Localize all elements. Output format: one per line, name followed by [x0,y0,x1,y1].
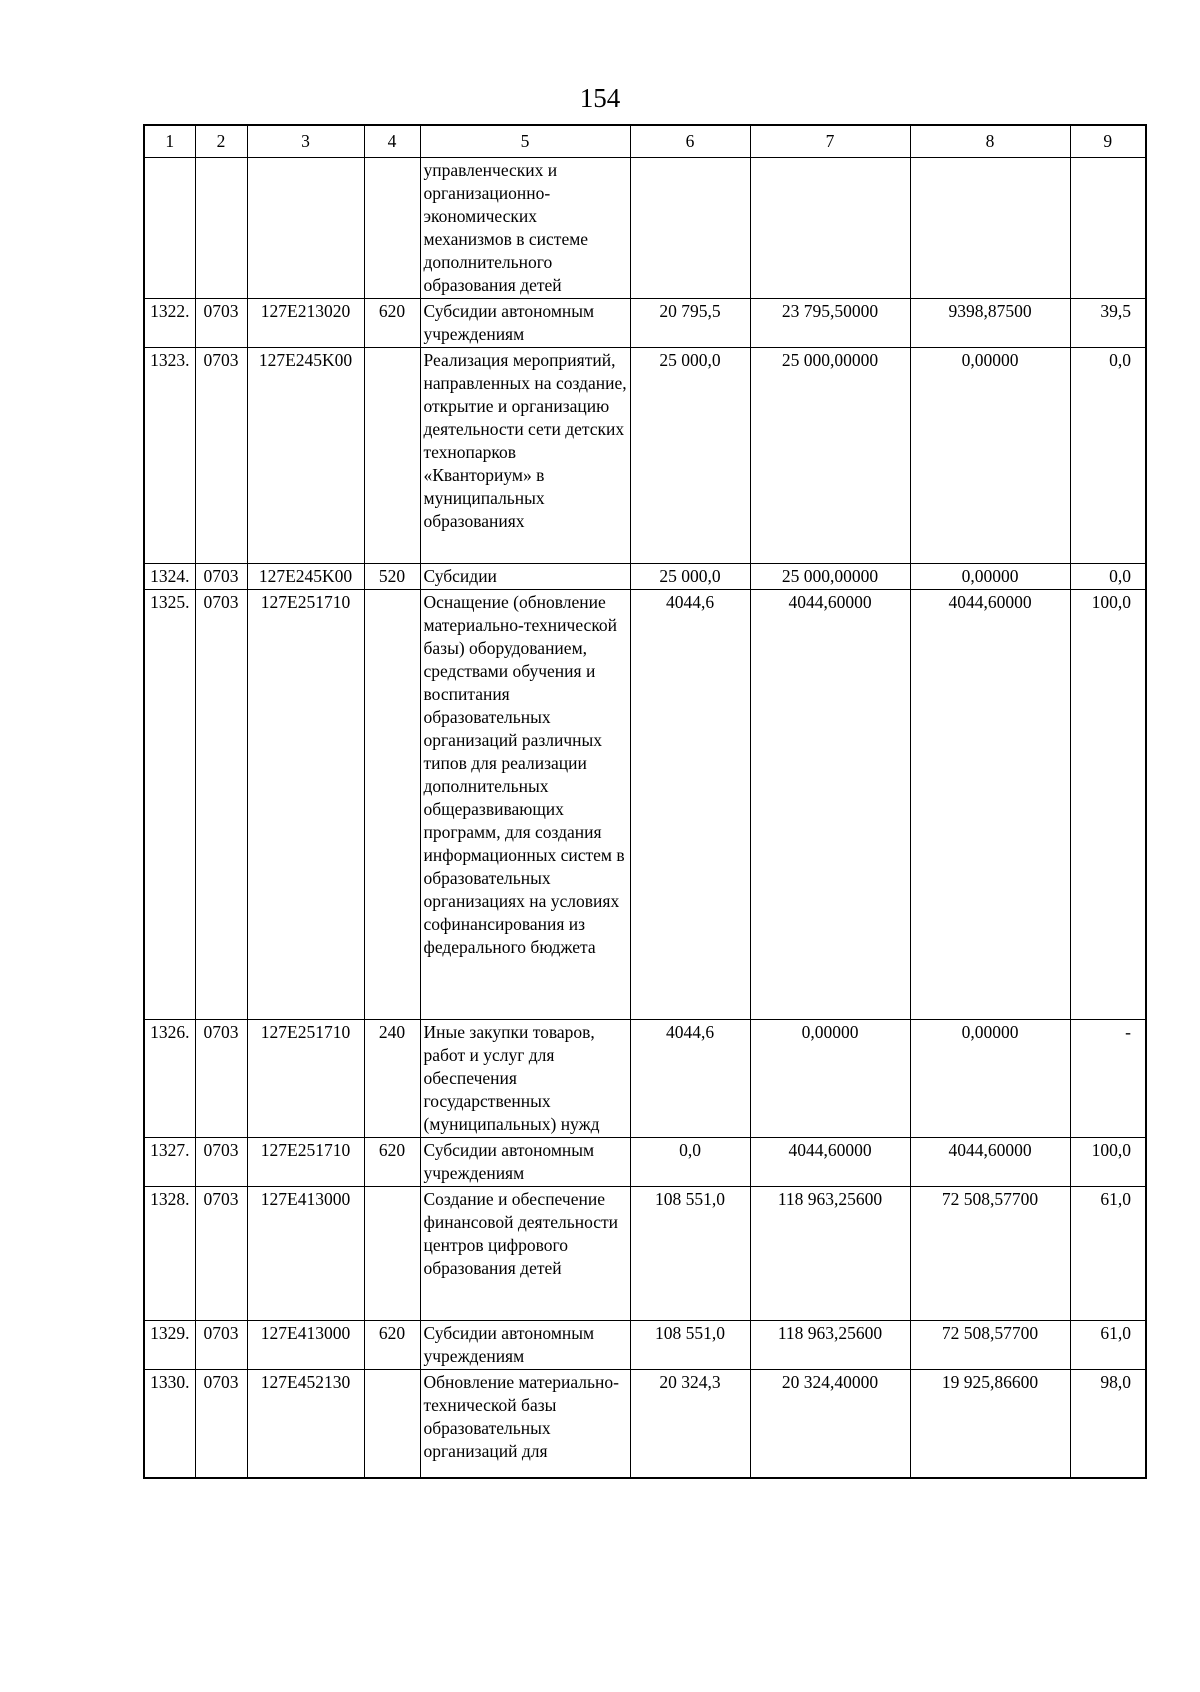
expense-type: 620 [364,299,420,348]
row-number: 1325. [144,590,195,1020]
value-col-9: 0,0 [1070,564,1146,590]
value-col-7: 4044,60000 [750,590,910,1020]
row-number: 1326. [144,1020,195,1138]
expense-type: 240 [364,1020,420,1138]
row-number: 1327. [144,1138,195,1187]
target-code: 127E251710 [247,590,364,1020]
expense-type: 620 [364,1321,420,1370]
row-number: 1323. [144,348,195,564]
row-number: 1329. [144,1321,195,1370]
expense-type [364,158,420,299]
row-number: 1322. [144,299,195,348]
header-cell: 2 [195,125,247,158]
expense-type [364,1187,420,1321]
value-col-7: 20 324,40000 [750,1370,910,1478]
expense-type: 620 [364,1138,420,1187]
value-col-7: 118 963,25600 [750,1187,910,1321]
item-name: Субсидии автономным учреждениям [420,1321,630,1370]
header-row [144,125,1146,158]
row-number: 1330. [144,1370,195,1478]
value-col-8: 9398,87500 [910,299,1070,348]
item-name: Субсидии автономным учреждениям [420,1138,630,1187]
value-col-8: 0,00000 [910,348,1070,564]
table-row [144,158,1146,299]
value-col-8: 72 508,57700 [910,1321,1070,1370]
value-col-7: 25 000,00000 [750,348,910,564]
value-col-8: 4044,60000 [910,590,1070,1020]
value-col-9: 39,5 [1070,299,1146,348]
section-code: 0703 [195,1138,247,1187]
value-col-8: 0,00000 [910,1020,1070,1138]
target-code: 127E413000 [247,1187,364,1321]
value-col-7: 25 000,00000 [750,564,910,590]
value-col-9 [1070,158,1146,299]
target-code: 127E251710 [247,1020,364,1138]
table-row [144,348,1146,564]
header-cell: 4 [364,125,420,158]
expense-type [364,590,420,1020]
value-col-7: 0,00000 [750,1020,910,1138]
header-cell: 7 [750,125,910,158]
value-col-9: - [1070,1020,1146,1138]
section-code: 0703 [195,590,247,1020]
table-row [144,1370,1146,1478]
section-code: 0703 [195,1321,247,1370]
value-col-9: 61,0 [1070,1187,1146,1321]
table-row [144,564,1146,590]
page-number: 154 [579,83,621,113]
target-code: 127E213020 [247,299,364,348]
value-col-6: 4044,6 [630,590,750,1020]
header-cell: 8 [910,125,1070,158]
item-name: Субсидии автономным учреждениям [420,299,630,348]
expense-type [364,1370,420,1478]
item-name: Обновление материально-технической базы образовательных организаций для [420,1370,630,1478]
value-col-6: 108 551,0 [630,1321,750,1370]
expense-type: 520 [364,564,420,590]
row-number: 1328. [144,1187,195,1321]
value-col-9: 100,0 [1070,1138,1146,1187]
value-col-7 [750,158,910,299]
section-code: 0703 [195,299,247,348]
row-number: 1324. [144,564,195,590]
value-col-8: 72 508,57700 [910,1187,1070,1321]
value-col-9: 100,0 [1070,590,1146,1020]
target-code: 127E245K00 [247,564,364,590]
value-col-6: 25 000,0 [630,564,750,590]
value-col-6: 20 795,5 [630,299,750,348]
section-code: 0703 [195,1020,247,1138]
section-code: 0703 [195,564,247,590]
table-body [144,158,1146,1478]
value-col-6: 20 324,3 [630,1370,750,1478]
budget-table [143,124,1147,1479]
value-col-8 [910,158,1070,299]
value-col-8: 4044,60000 [910,1138,1070,1187]
item-name: Субсидии [420,564,630,590]
target-code [247,158,364,299]
header-cell: 5 [420,125,630,158]
item-name: Оснащение (обновление материально-технической базы) оборудованием, средствами обучения и воспитания образовательных организаций различных типов для реализации дополнительных общеразвивающих программ, для создания информационных систем в образовательных организациях на условиях софинансирования из федерального бюджета [420,590,630,1020]
header-cell: 3 [247,125,364,158]
table-row [144,299,1146,348]
target-code: 127E452130 [247,1370,364,1478]
target-code: 127E245K00 [247,348,364,564]
item-name: Реализация мероприятий, направленных на создание, открытие и организацию деятельности сети детских технопарков «Кванториум» в муниципальных образованиях [420,348,630,564]
value-col-7: 4044,60000 [750,1138,910,1187]
target-code: 127E413000 [247,1321,364,1370]
item-name: Иные закупки товаров, работ и услуг для обеспечения государственных (муниципальных) нужд [420,1020,630,1138]
value-col-6: 25 000,0 [630,348,750,564]
section-code [195,158,247,299]
table-row [144,1020,1146,1138]
item-name: Создание и обеспечение финансовой деятельности центров цифрового образования детей [420,1187,630,1321]
row-number [144,158,195,299]
header-cell: 1 [144,125,195,158]
value-col-8: 19 925,86600 [910,1370,1070,1478]
header-cell: 9 [1070,125,1146,158]
value-col-9: 61,0 [1070,1321,1146,1370]
value-col-6 [630,158,750,299]
target-code: 127E251710 [247,1138,364,1187]
value-col-9: 0,0 [1070,348,1146,564]
section-code: 0703 [195,348,247,564]
value-col-7: 118 963,25600 [750,1321,910,1370]
item-name: управленческих и организационно-экономических механизмов в системе дополнительного образования детей [420,158,630,299]
table-row [144,1138,1146,1187]
value-col-6: 108 551,0 [630,1187,750,1321]
section-code: 0703 [195,1370,247,1478]
expense-type [364,348,420,564]
table-row [144,590,1146,1020]
header-cell: 6 [630,125,750,158]
value-col-9: 98,0 [1070,1370,1146,1478]
value-col-7: 23 795,50000 [750,299,910,348]
table-row [144,1187,1146,1321]
value-col-6: 0,0 [630,1138,750,1187]
value-col-8: 0,00000 [910,564,1070,590]
section-code: 0703 [195,1187,247,1321]
table-row [144,1321,1146,1370]
value-col-6: 4044,6 [630,1020,750,1138]
